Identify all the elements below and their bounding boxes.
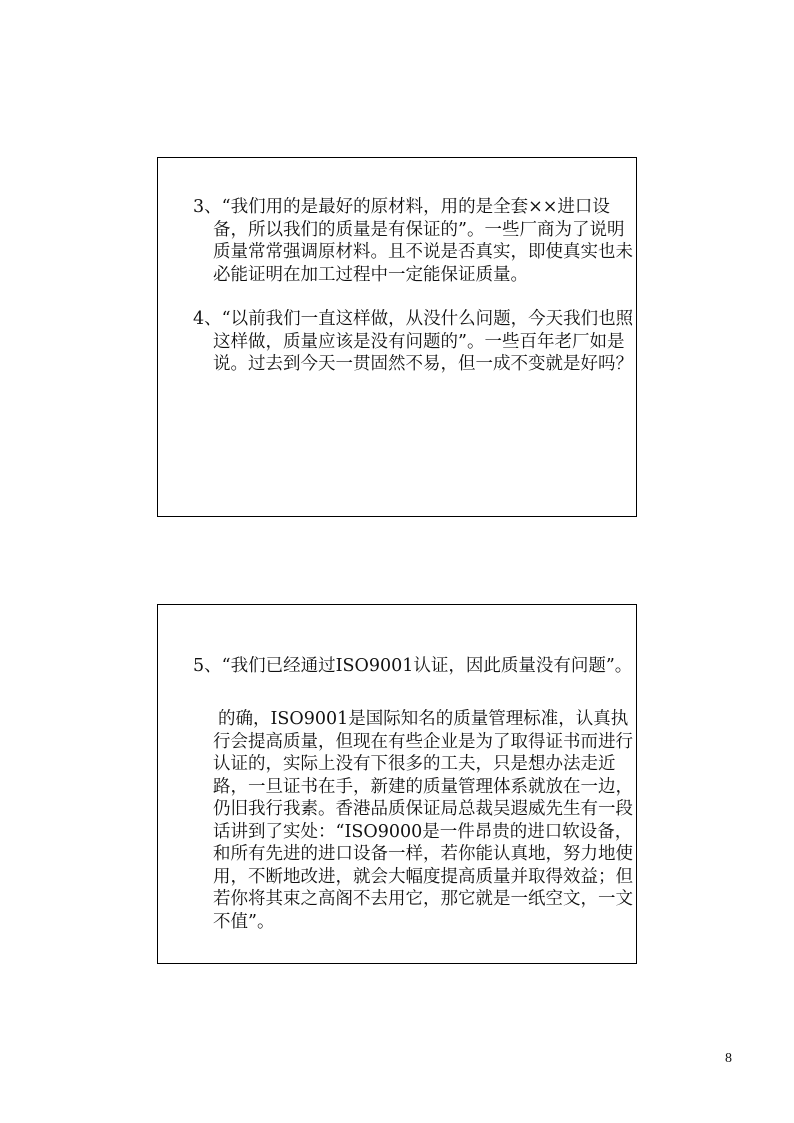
- slide-frame-2: [157, 604, 637, 964]
- page-number: 8: [725, 1051, 732, 1066]
- slide-2-paragraph-5: 5、“我们已经通过ISO9001认证，因此质量没有问题”。: [193, 656, 633, 676]
- slide-frame-1: [157, 157, 637, 517]
- slide-2-paragraph-explanation: 的确，ISO9001是国际知名的质量管理标准，认真执行会提高质量，但现在有些企业是为了取得证书而进行认证的，实际上没有下很多的工夫，只是想办法走近路，一旦证书在手，新建的质量管理体系就放在一边，仍旧我行我素。香港品质保证局总裁吴遐威先生有一段话讲到了实处：“ISO9000是一件昂贵的进口软设备，和所有先进的进口设备一样，若你能认真地，努力地使用，不断地改进，就会大幅度提高质量并取得效益；但若你将其束之高阁不去用它，那它就是一纸空文，一文不值”。: [213, 709, 633, 932]
- slide-1-paragraph-3: 3、“我们用的是最好的原材料，用的是全套××进口设备，所以我们的质量是有保证的”。一些厂商为了说明质量常常强调原材料。且不说是否真实，即使真实也未必能证明在加工过程中一定能保证质量。: [193, 197, 633, 285]
- slide-1-paragraph-4: 4、“以前我们一直这样做，从没什么问题，今天我们也照这样做，质量应该是没有问题的”。一些百年老厂如是说。过去到今天一贯固然不易，但一成不变就是好吗？: [193, 309, 634, 374]
